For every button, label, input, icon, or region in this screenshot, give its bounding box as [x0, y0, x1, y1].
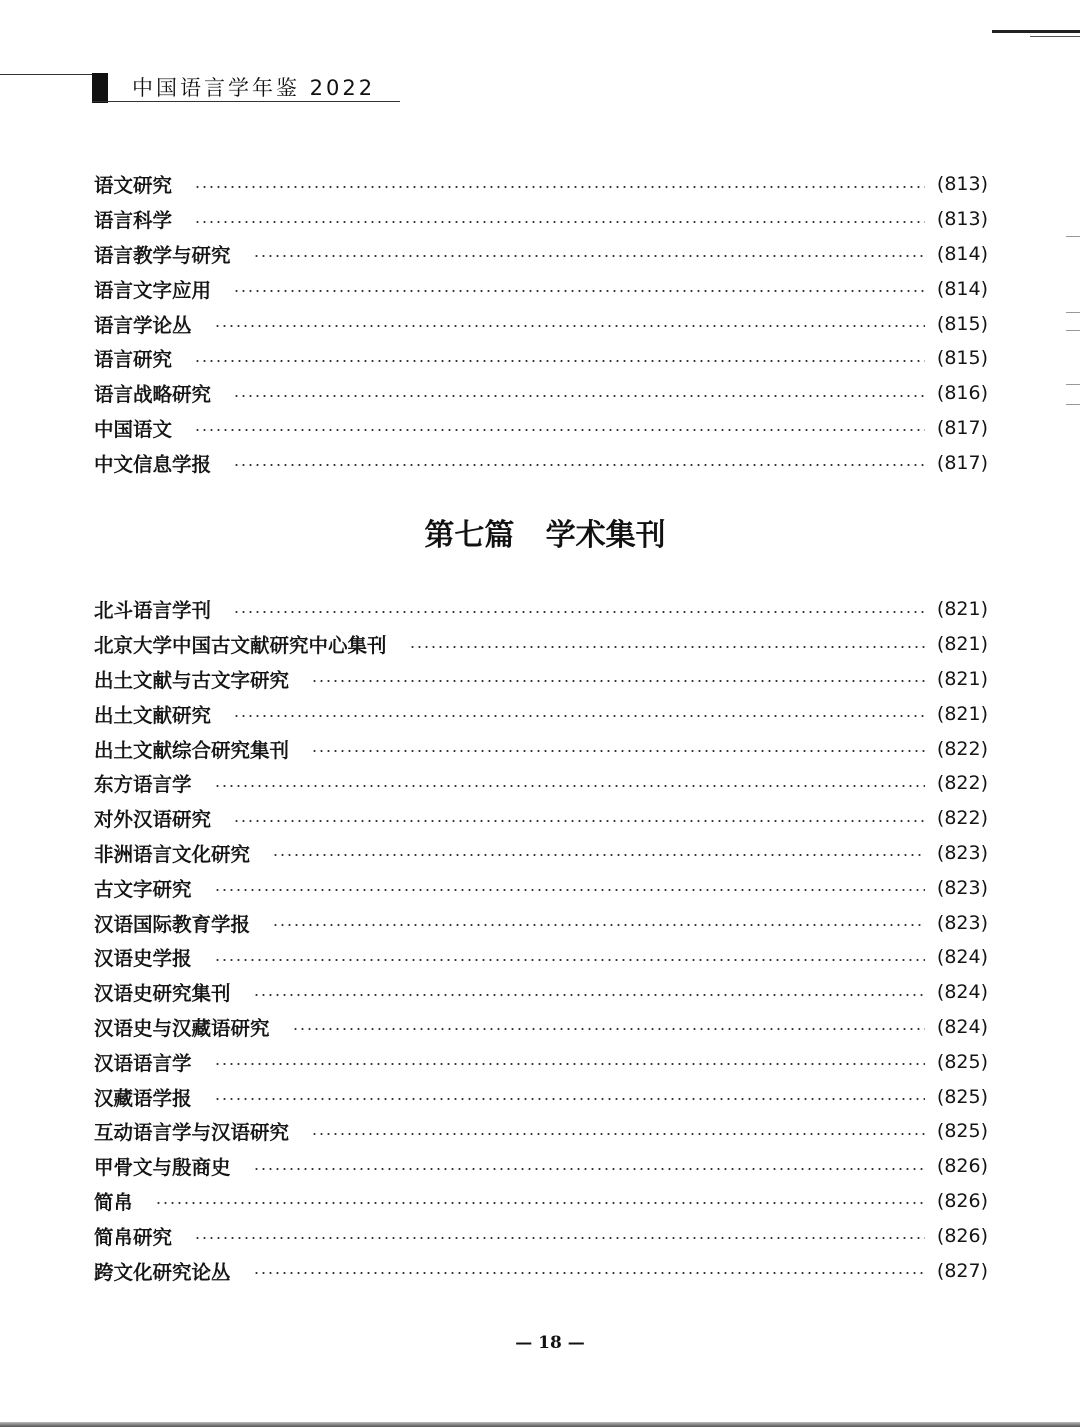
- toc-entry-page: (813): [936, 173, 988, 196]
- toc-entry: [94, 870, 988, 905]
- dot-leader: [233, 290, 925, 292]
- dot-leader: [311, 1133, 925, 1135]
- toc-entry: [94, 731, 988, 766]
- dot-leader: [253, 1272, 925, 1274]
- toc-entry-page: (827): [936, 1259, 988, 1282]
- toc-entry: [94, 1253, 988, 1288]
- toc-entry-page: (826): [936, 1224, 988, 1247]
- toc-entry-title: 中国语文: [94, 417, 173, 441]
- toc-entry: [94, 445, 988, 480]
- dot-leader: [292, 1028, 925, 1030]
- page-edge-mark: [1030, 36, 1080, 37]
- toc-entry: [94, 202, 988, 237]
- toc-entry-page: (822): [936, 807, 988, 830]
- dot-leader: [214, 785, 925, 787]
- dot-leader: [194, 186, 925, 188]
- toc-entry-title: 简帛研究: [94, 1225, 173, 1249]
- toc-entry: [94, 237, 988, 272]
- dot-leader: [214, 1063, 925, 1065]
- page-edge-mark: [1066, 236, 1080, 237]
- toc-entry-title: 语言文字应用: [94, 278, 212, 302]
- toc-entry: [94, 376, 988, 411]
- dot-leader: [253, 255, 925, 257]
- toc-entry: [94, 801, 988, 836]
- toc-entry-page: (824): [936, 981, 988, 1004]
- toc-entry-page: (821): [936, 667, 988, 690]
- toc-entry: [94, 905, 988, 940]
- toc-entry: [94, 1079, 988, 1114]
- toc-entry: [94, 836, 988, 871]
- toc-entry-title: 简帛: [94, 1190, 134, 1214]
- toc-entry: [94, 627, 988, 662]
- toc-entry: [94, 1149, 988, 1184]
- toc-entry-page: (824): [936, 1015, 988, 1038]
- toc-entry-title: 出土文献综合研究集刊: [94, 738, 290, 762]
- toc-entry-title: 互动语言学与汉语研究: [94, 1121, 290, 1145]
- toc-entry-page: (821): [936, 702, 988, 725]
- toc-entry-title: 非洲语言文化研究: [94, 842, 251, 866]
- toc-entry-page: (816): [936, 382, 988, 405]
- toc-entry-page: (823): [936, 841, 988, 864]
- toc-entry-page: (821): [936, 598, 988, 621]
- dot-leader: [409, 646, 925, 648]
- dot-leader: [214, 1098, 925, 1100]
- toc-entry-page: (821): [936, 633, 988, 656]
- toc-entry-title: 汉语语言学: [94, 1051, 192, 1075]
- toc-entry-page: (823): [936, 876, 988, 899]
- header-marker-block: [92, 73, 108, 103]
- toc-entry-page: (822): [936, 737, 988, 760]
- toc-entry: [94, 271, 988, 306]
- toc-entry-title: 语言教学与研究: [94, 243, 231, 267]
- dot-leader: [233, 715, 925, 717]
- toc-entry-title: 语言学论丛: [94, 313, 192, 337]
- toc-entry-title: 中文信息学报: [94, 452, 212, 476]
- toc-entry: [94, 1114, 988, 1149]
- toc-entry-title: 语言科学: [94, 209, 173, 233]
- toc-entry: [94, 696, 988, 731]
- toc-entry: [94, 411, 988, 446]
- toc-entry-page: (817): [936, 451, 988, 474]
- toc-entry: [94, 167, 988, 202]
- scan-bottom-edge: [0, 1422, 1080, 1427]
- toc-entry-page: (815): [936, 347, 988, 370]
- toc-entry: [94, 940, 988, 975]
- toc-entry-page: (825): [936, 1050, 988, 1073]
- toc-entry-title: 古文字研究: [94, 877, 192, 901]
- toc-entry-title: 语文研究: [94, 174, 173, 198]
- toc-entry-page: (822): [936, 772, 988, 795]
- toc-entry-page: (817): [936, 416, 988, 439]
- toc-entry: [94, 341, 988, 376]
- header-rule: [92, 101, 400, 102]
- page-number: — 18 —: [515, 1333, 585, 1353]
- dot-leader: [233, 395, 925, 397]
- toc-entry: [94, 975, 988, 1010]
- dot-leader: [253, 1168, 925, 1170]
- toc-entry-title: 汉藏语学报: [94, 1086, 192, 1110]
- dot-leader: [155, 1202, 925, 1204]
- toc-entry-title: 汉语史与汉藏语研究: [94, 1016, 270, 1040]
- dot-leader: [272, 854, 925, 856]
- toc-entry-page: (814): [936, 242, 988, 265]
- toc-entry-title: 出土文献研究: [94, 703, 212, 727]
- dot-leader: [233, 611, 925, 613]
- toc-entry-title: 语言研究: [94, 348, 173, 372]
- page-edge-mark: [1066, 404, 1080, 405]
- toc-entry: [94, 1010, 988, 1045]
- dot-leader: [311, 750, 925, 752]
- toc-entry-page: (826): [936, 1155, 988, 1178]
- toc-entry-title: 汉语国际教育学报: [94, 912, 251, 936]
- page-edge-mark: [992, 30, 1080, 33]
- toc-list-continued: [94, 167, 988, 480]
- dot-leader: [194, 1237, 925, 1239]
- toc-entry: [94, 662, 988, 697]
- toc-entry-page: (823): [936, 911, 988, 934]
- toc-entry-page: (826): [936, 1189, 988, 1212]
- page-edge-mark: [1066, 384, 1080, 385]
- toc-entry-page: (824): [936, 946, 988, 969]
- toc-entry-title: 北京大学中国古文献研究中心集刊: [94, 634, 387, 658]
- toc-entry-title: 对外汉语研究: [94, 808, 212, 832]
- toc-entry: [94, 1184, 988, 1219]
- running-header-title: 中国语言学年鉴 2022: [132, 76, 376, 100]
- toc-entry-title: 北斗语言学刊: [94, 599, 212, 623]
- dot-leader: [214, 889, 925, 891]
- toc-entry-page: (815): [936, 312, 988, 335]
- toc-entry-title: 汉语史研究集刊: [94, 982, 231, 1006]
- dot-leader: [272, 924, 925, 926]
- dot-leader: [233, 820, 925, 822]
- dot-leader: [194, 429, 925, 431]
- section-heading: 第七篇 学术集刊: [424, 518, 666, 553]
- toc-entry-page: (813): [936, 208, 988, 231]
- toc-entry: [94, 1044, 988, 1079]
- dot-leader: [233, 464, 925, 466]
- toc-entry-title: 甲骨文与殷商史: [94, 1156, 231, 1180]
- toc-entry: [94, 592, 988, 627]
- dot-leader: [214, 325, 925, 327]
- toc-list-section-seven: [94, 592, 988, 1288]
- toc-entry: [94, 306, 988, 341]
- toc-entry-title: 汉语史学报: [94, 947, 192, 971]
- toc-entry-title: 语言战略研究: [94, 383, 212, 407]
- page-edge-mark: [1066, 330, 1080, 331]
- dot-leader: [253, 994, 925, 996]
- dot-leader: [214, 959, 925, 961]
- toc-entry-title: 东方语言学: [94, 773, 192, 797]
- toc-entry: [94, 766, 988, 801]
- dot-leader: [194, 221, 925, 223]
- toc-entry-title: 出土文献与古文字研究: [94, 668, 290, 692]
- toc-entry-title: 跨文化研究论丛: [94, 1260, 231, 1284]
- toc-entry-page: (825): [936, 1120, 988, 1143]
- dot-leader: [194, 360, 925, 362]
- toc-entry-page: (814): [936, 277, 988, 300]
- dot-leader: [311, 680, 925, 682]
- page-edge-mark: [1066, 312, 1080, 313]
- toc-entry-page: (825): [936, 1085, 988, 1108]
- toc-entry: [94, 1218, 988, 1253]
